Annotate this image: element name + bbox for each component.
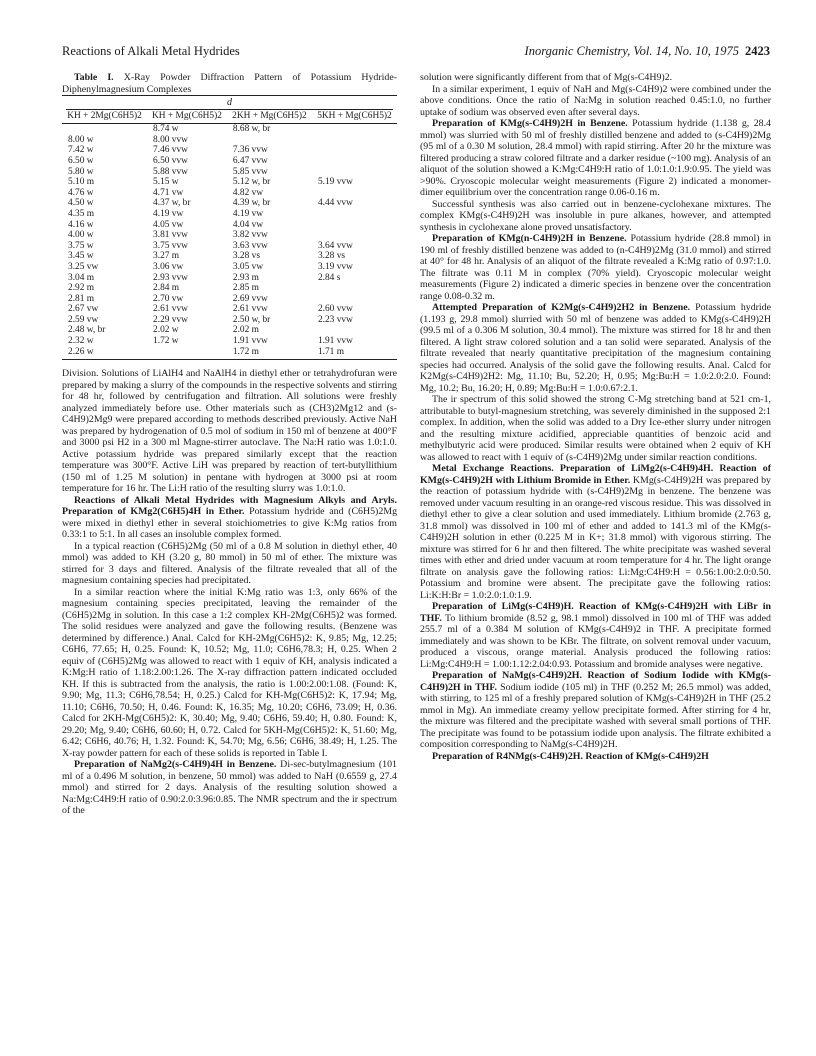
table-cell: 4.71 vw bbox=[153, 187, 184, 198]
table-d-header: d bbox=[62, 96, 397, 109]
table-caption-text: X-Ray Powder Diffraction Pattern of Potassium Hydride-Diphenylmagnesium Complexes bbox=[62, 72, 398, 95]
xray-table bbox=[62, 95, 397, 360]
table-cell: 3.64 vvw bbox=[317, 240, 353, 251]
table-cell: 2.61 vvw bbox=[153, 304, 188, 315]
paragraph bbox=[420, 601, 771, 670]
section-heading: Preparation of KMg(s-C4H9)2H in Benzene. bbox=[432, 118, 628, 129]
table-caption bbox=[62, 72, 397, 95]
paragraph-text: Di-sec-butylmagnesium (101 ml of a 0.496 M solution, in benzene, 50 mmol) was added to NaH (0.6559 g, 27.4 mmol) and stirred for 2 days. Analysis of the resulting solution showed a Na:Mg:C4H9:H ratio of 0.90:2.0:3.96:0.85. The NMR spectrum and the ir spectrum of the bbox=[62, 759, 397, 817]
table-cell: 2.84 m bbox=[153, 283, 180, 294]
table-cell: 2.26 w bbox=[62, 347, 147, 360]
paragraph-text: Successful synthesis was also carried out in benzene-cyclohexane mixtures. The complex KMg(s-C4H9)2H was insoluble in pure alkanes, however, and attempted synthesis in cyclohexane alone proved unsatisfactory. bbox=[420, 198, 771, 233]
table-cell bbox=[312, 283, 397, 294]
table-cell: 3.27 m bbox=[153, 251, 180, 262]
table-cell: 3.82 vvw bbox=[232, 230, 268, 241]
table-cell bbox=[312, 209, 397, 220]
table-cell: 3.75 w bbox=[68, 240, 94, 251]
table-cell: 3.05 vw bbox=[232, 261, 264, 272]
table-cell: 2.67 vw bbox=[68, 304, 99, 315]
table-cell: 1.91 vvw bbox=[232, 336, 268, 347]
table-cell: 4.19 vw bbox=[153, 208, 184, 219]
table-cell: 1.72 m bbox=[227, 347, 312, 360]
section-heading: Preparation of LiMg(s-C4H9)H. Reaction of KMg(s-C4H9)2H with LiBr in THF. bbox=[420, 601, 771, 624]
table-row bbox=[62, 273, 397, 284]
table-row bbox=[62, 325, 397, 336]
table-cell bbox=[312, 167, 397, 178]
section-heading: Preparation of R4NMg(s-C4H9)2H. Reaction of KMg(s-C4H9)2H bbox=[432, 750, 709, 762]
section-heading: Preparation of NaMg2(s-C4H9)4H in Benzene. bbox=[74, 759, 277, 771]
table-cell: 4.16 w bbox=[68, 219, 94, 230]
table-cell: 4.50 w bbox=[68, 198, 94, 209]
table-cell bbox=[312, 230, 397, 241]
table-cell: 3.04 m bbox=[68, 272, 95, 283]
table-cell: 8.00 w bbox=[68, 134, 94, 145]
table-cell: 4.35 m bbox=[68, 208, 95, 219]
table-cell: 8.74 w bbox=[153, 124, 179, 135]
paragraph-text: The ir spectrum of this solid showed the strong C-Mg stretching band at 521 cm-1, attributable to butyl-magnesium stretching, was severely diminished in the supposed 2:1 complex. In addition, when the solid was added to a Dry Ice-ether slurry under nitrogen and the resulting mixture acidified, appreciable quantities of benzoic acid and methylbutyric acid were produced. Similar results were obtained when 2 equiv of KH was allowed to react with 1 equiv of (s-C4H9)2Mg under similar reaction conditions. bbox=[420, 394, 771, 463]
paragraph bbox=[420, 302, 771, 394]
paragraph-text: Potassium hydride (1.193 g, 29.8 mmol) slurried with 50 ml of benzene was added to KMg(s-C4H9)2H (99.5 ml of a 0.306 M solution, 30.4 mmol). The mixture was stirred for 18 hr and then filtered. A light straw colored solution and a tan solid were separated. Analysis of the filtrate revealed that nearly quantitative precipitation of the magnesium containing species had occurred. Analysis of the solid gave the following results. Anal. Calcd for K2Mg(s-C4H9)2H2: Mg, 11.10; Bu, 52.20; H, 0.95; Mg:Bu:H = 1.0:2.0:2.0. Found: Mg, 10.2; Bu, 16.20; H, 0.89; Mg:Bu:H = 1.0:0.67:2.1. bbox=[420, 302, 771, 394]
table-cell: 5.85 vvw bbox=[232, 166, 268, 177]
table-cell: 2.02 w bbox=[153, 325, 179, 336]
paragraph-text: Sodium iodide (105 ml) in THF (0.252 M; 26.5 mmol) was added, with stirring, to 125 ml of a freshly prepared solution of KMg(s-C4H9)2H in THF (25.2 mmol in Mg). An immediate creamy yellow precipitate formed. After stirring for 4 hr, the mixture was filtered and the precipitate washed with several small portions of THF. The precipitate was found to be potassium iodide upon analysis. The filtrate exhibited a composition corresponding to NaMg(s-C4H9)2H. bbox=[420, 681, 771, 750]
paragraph-text: In a typical reaction (C6H5)2Mg (50 ml of a 0.8 M solution in diethyl ether, 40 mmol) was added to KH (3.20 g, 80 mmol) in 50 ml of ether. The mixture was stirred for 3 days and filtered. Analysis of the filtrate revealed that all of the magnesium containing species had precipitated. bbox=[62, 540, 397, 587]
table-cell bbox=[312, 124, 397, 135]
table-cell bbox=[312, 220, 397, 231]
table-cell: 2.84 s bbox=[317, 272, 341, 283]
table-row bbox=[62, 294, 397, 305]
table-row bbox=[62, 262, 397, 273]
table-cell: 2.02 m bbox=[232, 325, 259, 336]
paragraph-text: In a similar experiment, 1 equiv of NaH and Mg(s-C4H9)2 were combined under the above conditions. Once the ratio of Na:Mg in solution reached 0.45:1.0, no further uptake of sodium was observed even after several days. bbox=[420, 83, 771, 118]
table-row bbox=[62, 124, 397, 135]
table-cell: 4.19 vw bbox=[232, 208, 264, 219]
paragraph bbox=[420, 233, 771, 302]
table-cell: 2.60 vvw bbox=[317, 304, 353, 315]
paragraph bbox=[420, 751, 771, 763]
table-cell: 3.19 vvw bbox=[317, 261, 353, 272]
table-cell: 2.32 w bbox=[68, 336, 94, 347]
table-cell: 3.28 vs bbox=[317, 251, 346, 262]
paragraph bbox=[420, 72, 771, 84]
table-row bbox=[62, 167, 397, 178]
table-cell: 5.12 w, br bbox=[232, 177, 271, 188]
table-cell: 5.80 w bbox=[68, 166, 94, 177]
table-row bbox=[62, 315, 397, 326]
table-cell: 4.00 w bbox=[68, 230, 94, 241]
table-cell: 2.59 vw bbox=[68, 314, 99, 325]
table-cell: 2.81 m bbox=[68, 293, 95, 304]
table-cell: 4.82 vw bbox=[232, 187, 264, 198]
journal-citation bbox=[525, 44, 770, 59]
table-cell: 6.50 vvw bbox=[153, 155, 188, 166]
table-cell: 3.63 vvw bbox=[232, 240, 268, 251]
table-row bbox=[62, 145, 397, 156]
table-cell: 2.85 m bbox=[232, 283, 259, 294]
running-title: Reactions of Alkali Metal Hydrides bbox=[62, 44, 240, 58]
paragraph-text: In a similar reaction where the initial K:Mg ratio was 1:3, only 66% of the magnesium containing species precipitated, leaving the remainder of the (C6H5)2Mg in solution. In this case a 1:2 complex KH-2Mg(C6H5)2 was formed. The solid residues were analyzed and gave the following results. (Benzene was determined by difference.) Anal. Calcd for KH-2Mg(C6H5)2: K, 9.85; Mg, 12.25; C6H6, 77.65; H, 0.25. Found: K, 10.52; Mg, 11.0; C6H6,78.3; H, 0.25. When 2 equiv of (C6H5)2Mg was allowed to react with 1 equiv of KH, analysis indicated a K:Mg:H ratio of 1.18:2.00:1.26. The X-ray diffraction pattern indicated occluded KH. If this is subtracted from the analysis, the ratio is 1.00:2.00:1.08. (Found: K, 9.90; Mg, 11.3; C6H6,78.54; H, 0.25.) Calcd for KH-Mg(C6H5)2: K, 17.94; Mg, 11.10; C6H6, 70.50; H, 0.46. Found: K, 16.35; Mg, 10.20; C6H6, 73.09; H, 0.36. Calcd for 2KH-Mg(C6H5)2: K, 30.40; Mg, 9.40; C6H6, 59.40; H, 0.80. Found: K, 29.20; Mg, 9.40; C6H6, 60.60; H, 0.72. Calcd for 5KH-Mg(C6H5)2: K, 51.60; Mg, 6.42; C6H6, 40.76; H, 1.32. Found: K, 54.70; Mg, 6.56; C6H6, 38.49; H, 1.25. The X-ray powder pattern for each of these solids is reported in Table I. bbox=[62, 586, 397, 759]
paragraph bbox=[62, 541, 397, 587]
table-cell: 4.37 w, br bbox=[153, 198, 191, 209]
table-cell: 3.45 w bbox=[68, 251, 94, 262]
table-column-header: KH + 2Mg(C6H5)2 bbox=[62, 111, 147, 124]
table-cell: 6.47 vvw bbox=[232, 155, 268, 166]
table-cell: 2.93 m bbox=[232, 272, 259, 283]
table-column-header: 5KH + Mg(C6H5)2 bbox=[312, 111, 397, 124]
section-heading: Reactions of Alkali Metal Hydrides with Magnesium Alkyls and Aryls. Preparation of KMg2(C6H5)4H in Ether. bbox=[62, 494, 397, 518]
table-cell: 3.25 vw bbox=[68, 261, 99, 272]
table-cell: 2.23 vvw bbox=[317, 314, 353, 325]
left-column bbox=[62, 72, 397, 817]
table-row bbox=[62, 188, 397, 199]
table-cell: 7.36 vvw bbox=[232, 145, 268, 156]
paragraph-text: Division. Solutions of LiAlH4 and NaAlH4 in diethyl ether or tetrahydrofuran were prepared by making a slurry of the compounds in the respective solvents and stirring for 48 hr, followed by centrifugation and filtration. All solutions were freshly analyzed immediately before use. Other materials such as (CH3)2Mg12 and (s-C4H9)2Mg9 were prepared according to methods described previously. Active NaH was prepared by hydrogenation of 0.5 mol of sodium in 150 ml of benzene at 400°F and 3000 psi H2 in a 300 ml Magne-stirrer autoclave. The Na:H ratio was 1.0:1.0. Active potassium hydride was prepared similarly except that the reaction temperature was 300°F. Active LiH was prepared by reaction of tert-butyllithium (150 ml of 1.25 M solution) in pentane with hydrogen at 3000 psi at room temperature for 16 hr. The Li:H ratio of the resulting slurry was 1.0:1.0. bbox=[62, 368, 397, 495]
table-cell bbox=[312, 156, 397, 167]
table-cell: 2.69 vvw bbox=[232, 293, 268, 304]
table-cell: 4.44 vvw bbox=[317, 198, 353, 209]
table-cell: 4.76 w bbox=[68, 187, 94, 198]
table-cell: 8.68 w, br bbox=[232, 124, 271, 135]
paragraph bbox=[62, 368, 397, 495]
table-cell: 1.91 vvw bbox=[317, 336, 353, 347]
table-cell: 2.92 m bbox=[68, 283, 95, 294]
table-cell: 3.28 vs bbox=[232, 251, 260, 262]
paragraph bbox=[420, 463, 771, 601]
section-heading: Preparation of NaMg(s-C4H9)2H. Reaction of Sodium Iodide with KMg(s-C4H9)2H in THF. bbox=[420, 670, 771, 693]
left-body-text bbox=[62, 368, 397, 817]
table-row bbox=[62, 336, 397, 347]
table-cell: 5.15 w bbox=[153, 177, 179, 188]
table-label: Table I. bbox=[74, 72, 114, 83]
paragraph bbox=[62, 587, 397, 760]
table-column-header: KH + Mg(C6H5)2 bbox=[147, 111, 227, 124]
table-cell bbox=[312, 145, 397, 156]
paragraph-text: To lithium bromide (8.52 g, 98.1 mmol) dissolved in 100 ml of THF was added 255.7 ml of a 0.384 M solution of KMg(s-C4H9)2 in THF. A precipitate formed immediately and was shown to be KBr. The filtrate, on solvent removal under vacuum, produced a viscous, orange material. Analysis produced the following ratios: Li:Mg:C4H9:H = 1.00:1.12:2.04:0.93. Potassium and bromide analyses were negative. bbox=[420, 612, 771, 670]
table-cell bbox=[62, 124, 147, 135]
table-cell bbox=[147, 347, 227, 360]
paragraph bbox=[420, 84, 771, 119]
table-cell bbox=[312, 325, 397, 336]
section-heading: Metal Exchange Reactions. Preparation of LiMg2(s-C4H9)4H. Reaction of KMg(s-C4H9)2H with Lithium Bromide in Ether. bbox=[420, 463, 771, 486]
table-cell: 5.88 vvw bbox=[153, 166, 188, 177]
paragraph-text: KMg(s-C4H9)2H was prepared by the reaction of potassium hydride with (s-C4H9)2Mg in benzene. The benzene was removed under vacuum resulting in an orange-red viscous residue. This was dissolved in diethyl ether to give a clear solution and used immediately. Lithium bromide (2.763 g, 31.8 mmol) was dissolved in 100 ml of ether and added to 141.3 ml of the KMg(s-C4H9)2H solution in ether (0.225 M in K+; 31.8 mmol) with vigorous stirring. The mixture was stirred for 6 hr and then filtered. The white precipitate was washed several times with ether and dried under vacuum at room temperature for 4 hr. The light orange filtrate on analysis gave the following ratios: Li:Mg:C4H9:H = 0.56:1.00:2.0:0.50. Potassium and bromine were absent. The precipitate gave the following ratios: Li:K:H:Br = 1.0:2.0:1.0:1.9. bbox=[420, 474, 771, 601]
paragraph bbox=[420, 670, 771, 751]
table-cell: 2.61 vvw bbox=[232, 304, 268, 315]
paragraph-text: solution were significantly different from that of Mg(s-C4H9)2. bbox=[420, 72, 673, 83]
table-cell bbox=[227, 135, 312, 146]
paragraph bbox=[420, 199, 771, 234]
paragraph bbox=[420, 118, 771, 199]
table-row bbox=[62, 198, 397, 209]
table-cell: 2.29 vvw bbox=[153, 314, 188, 325]
table-row bbox=[62, 156, 397, 167]
section-heading: Preparation of KMg(n-C4H9)2H in Benzene. bbox=[432, 233, 627, 244]
table-cell: 3.75 vvw bbox=[153, 240, 188, 251]
table-row bbox=[62, 177, 397, 188]
table-row bbox=[62, 283, 397, 294]
paragraph-text: Potassium hydride (28.8 mmol) in 190 ml of freshly distilled benzene was added to (n-C4H9)2Mg (31.0 mmol) and stirred at 40° for 48 hr. Analysis of an aliquot of the filtrate revealed a K:Mg ratio of 0.97:1.0. The filtrate was 0.11 M in complex (70% yield). Cryoscopic molecular weight measurements (Figure 2) indicated a dimeric species in benzene over the concentration range 0.08-0.32 m. bbox=[420, 233, 771, 302]
table-row bbox=[62, 251, 397, 262]
table-row bbox=[62, 241, 397, 252]
table-cell: 5.19 vvw bbox=[317, 177, 353, 188]
table-cell: 3.06 vw bbox=[153, 261, 184, 272]
table-row bbox=[62, 230, 397, 241]
table-cell: 7.42 w bbox=[68, 145, 94, 156]
journal-name: Inorganic Chemistry, Vol. 14, No. 10, 1975 bbox=[524, 44, 739, 58]
table-row bbox=[62, 304, 397, 315]
table-cell: 8.00 vvw bbox=[153, 134, 188, 145]
table-cell: 4.39 w, br bbox=[232, 198, 271, 209]
table-row bbox=[62, 347, 397, 360]
table-cell: 5.10 m bbox=[68, 177, 95, 188]
table-cell: 1.72 w bbox=[153, 336, 179, 347]
table-cell: 4.05 vw bbox=[153, 219, 184, 230]
table-row bbox=[62, 135, 397, 146]
paragraph bbox=[420, 394, 771, 463]
page-number: 2423 bbox=[745, 44, 770, 58]
table-cell: 3.81 vvw bbox=[153, 230, 188, 241]
table-cell bbox=[312, 294, 397, 305]
table-column-header: 2KH + Mg(C6H5)2 bbox=[227, 111, 312, 124]
right-column bbox=[420, 72, 771, 762]
table-cell: 2.50 w, br bbox=[232, 314, 271, 325]
table-cell: 1.71 m bbox=[312, 347, 397, 360]
table-cell: 4.04 vw bbox=[232, 219, 264, 230]
table-row bbox=[62, 209, 397, 220]
right-body-text bbox=[420, 72, 771, 762]
table-cell bbox=[312, 135, 397, 146]
table-cell bbox=[312, 188, 397, 199]
paragraph-text: Potassium hydride (1.138 g, 28.4 mmol) was slurried with 50 ml of freshly distilled benzene and added to (s-C4H9)2Mg (95 ml of a 0.30 M solution, 28.4 mmol) with rapid stirring. After 20 hr the mixture was filtered producing a straw colored filtrate and a darker residue (~100 mg). Analysis of an aliquot of the solution showed a K:Mg:C4H9:H ratio of 1.0:1.0:1.9:0.95. The yield was >90%. Cryoscopic molecular weight measurements (Figure 2) indicated a monomer-dimer equilibrium over the concentration range 0.06-0.16 m. bbox=[420, 118, 771, 198]
table-cell: 2.48 w, br bbox=[68, 325, 106, 336]
section-heading: Attempted Preparation of K2Mg(s-C4H9)2H2 in Benzene. bbox=[432, 302, 691, 313]
paragraph bbox=[62, 495, 397, 541]
table-cell: 6.50 w bbox=[68, 155, 94, 166]
table-row bbox=[62, 220, 397, 231]
table-cell: 7.46 vvw bbox=[153, 145, 188, 156]
table-cell: 2.70 vw bbox=[153, 293, 184, 304]
running-header bbox=[62, 44, 770, 64]
table-cell: 2.93 vvw bbox=[153, 272, 188, 283]
paragraph-text: Potassium hydride and (C6H5)2Mg were mixed in diethyl ether in several stoichiometries to give K:Mg ratios from 0.33:1 to 5:1. In all cases an insoluble complex formed. bbox=[62, 506, 398, 541]
paragraph bbox=[62, 759, 397, 817]
